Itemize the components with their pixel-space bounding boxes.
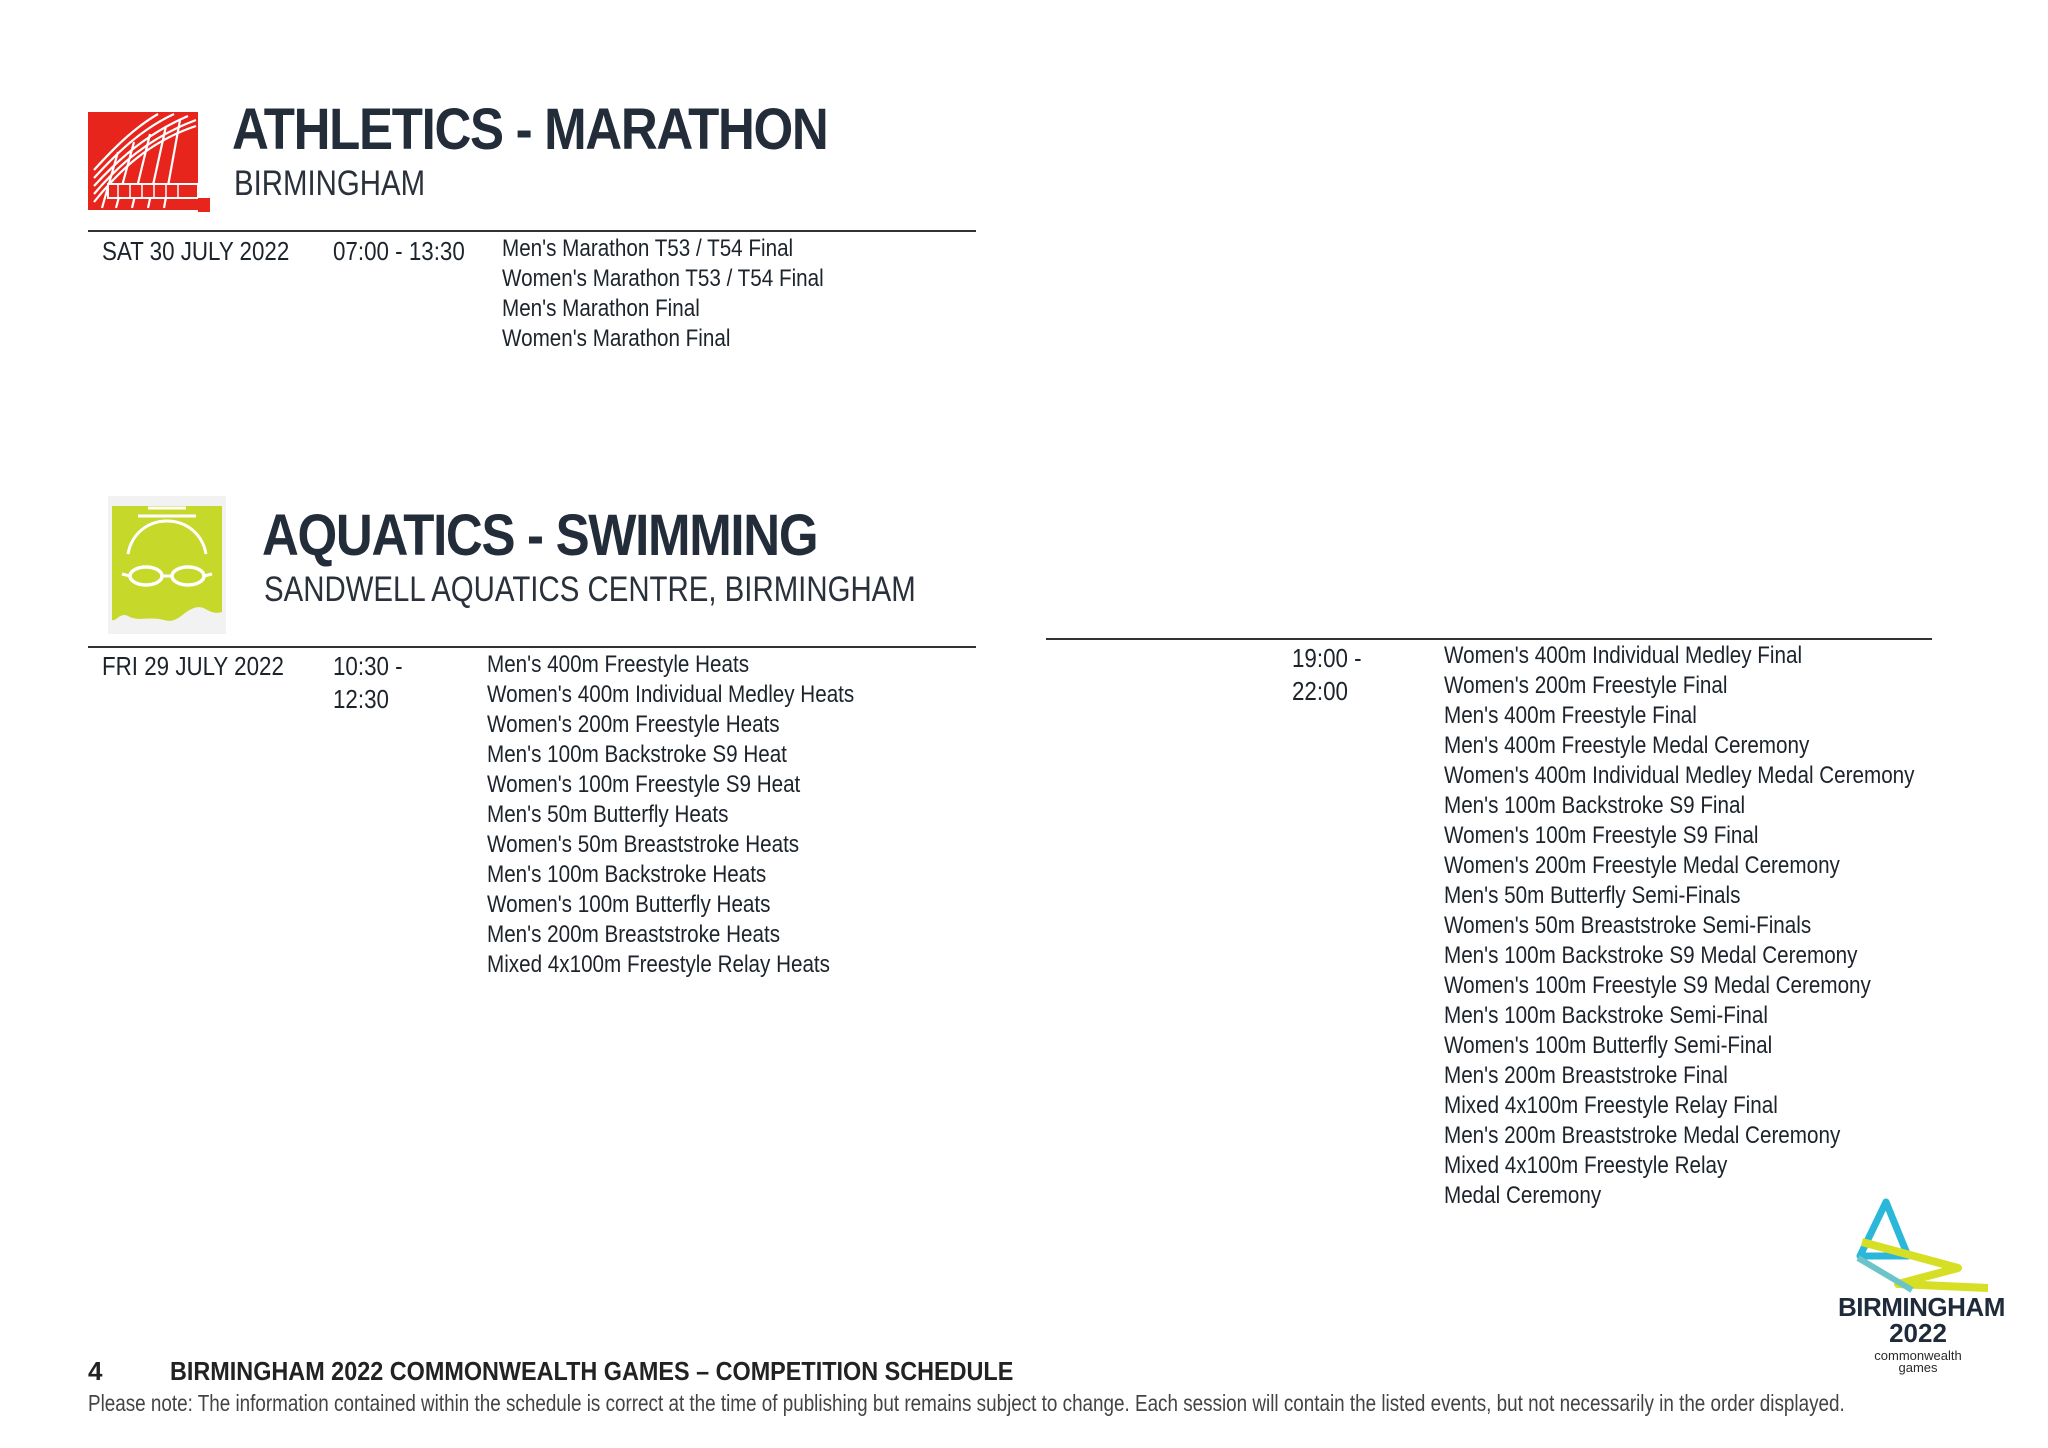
event-list	[1444, 641, 1914, 1211]
session-date: SAT 30 JULY 2022	[102, 236, 290, 266]
list-item: Men's 100m Backstroke S9 Medal Ceremony	[1444, 942, 1858, 969]
list-item: Women's 200m Freestyle Final	[1444, 672, 1728, 699]
logo-text-games-word: games	[1898, 1360, 1938, 1375]
logo-text-year: 2022	[1889, 1318, 1947, 1348]
list-item: Women's 200m Freestyle Medal Ceremony	[1444, 852, 1840, 879]
list-item: Women's 100m Freestyle S9 Final	[1444, 822, 1759, 849]
session-time: 07:00 - 13:30	[333, 236, 465, 266]
list-item: Men's 200m Breaststroke Final	[1444, 1062, 1728, 1089]
event-list	[502, 234, 824, 354]
footer-note: Please note: The information contained within the schedule is correct at the time of publishing but remains subject to change. Each session will contain the listed events, but not necessarily in the order displayed.	[88, 1390, 1845, 1416]
section-divider	[88, 646, 976, 648]
list-item: Women's 400m Individual Medley Final	[1444, 642, 1803, 669]
list-item: Men's 100m Backstroke S9 Heat	[487, 741, 787, 768]
list-item: Mixed 4x100m Freestyle Relay Heats	[487, 951, 830, 978]
list-item: Women's 100m Butterfly Semi-Final	[1444, 1032, 1773, 1059]
list-item: Men's 200m Breaststroke Medal Ceremony	[1444, 1122, 1841, 1149]
list-item: Women's 100m Freestyle S9 Heat	[487, 771, 801, 798]
athletics-track-icon	[88, 112, 210, 212]
logo-text-city: BIRMINGHAM	[1838, 1292, 2005, 1322]
list-item: Women's 200m Freestyle Heats	[487, 711, 780, 738]
list-item: Women's 400m Individual Medley Heats	[487, 681, 855, 708]
list-item: Men's 400m Freestyle Medal Ceremony	[1444, 732, 1810, 759]
session-time-end: 22:00	[1292, 676, 1348, 706]
list-item: Women's 100m Butterfly Heats	[487, 891, 771, 918]
birmingham-2022-triangle-logo-icon	[1838, 1198, 1998, 1294]
session-time	[1292, 642, 1362, 708]
list-item: Men's 100m Backstroke Heats	[487, 861, 767, 888]
event-list	[487, 650, 854, 980]
logo-text-games	[1838, 1350, 1998, 1374]
list-item: Women's 50m Breaststroke Heats	[487, 831, 800, 858]
list-item: Men's 50m Butterfly Heats	[487, 801, 729, 828]
section-divider	[1046, 638, 1932, 640]
list-item: Mixed 4x100m Freestyle Relay	[1444, 1152, 1728, 1179]
list-item: Men's Marathon T53 / T54 Final	[502, 235, 794, 262]
sport-title-athletics: ATHLETICS - MARATHON	[232, 97, 828, 162]
list-item: Men's 100m Backstroke Semi-Final	[1444, 1002, 1768, 1029]
list-item: Women's 100m Freestyle S9 Medal Ceremony	[1444, 972, 1871, 999]
list-item: Medal Ceremony	[1444, 1182, 1602, 1209]
sport-title-swimming: AQUATICS - SWIMMING	[262, 503, 818, 568]
session-time-start: 19:00 -	[1292, 643, 1362, 673]
footer-title: BIRMINGHAM 2022 COMMONWEALTH GAMES – COMPETITION SCHEDULE	[170, 1356, 1014, 1386]
list-item: Men's 400m Freestyle Final	[1444, 702, 1697, 729]
venue-athletics: BIRMINGHAM	[234, 164, 426, 203]
list-item: Women's 50m Breaststroke Semi-Finals	[1444, 912, 1812, 939]
swimmer-cap-goggles-icon	[108, 496, 226, 634]
session-time-start: 10:30 -	[333, 651, 403, 681]
list-item: Men's Marathon Final	[502, 295, 700, 322]
list-item: Men's 100m Backstroke S9 Final	[1444, 792, 1746, 819]
venue-swimming: SANDWELL AQUATICS CENTRE, BIRMINGHAM	[264, 570, 916, 609]
birmingham-2022-logo	[1838, 1198, 2005, 1375]
logo-text-commonwealth: commonwealth	[1874, 1348, 1962, 1363]
list-item: Mixed 4x100m Freestyle Relay Final	[1444, 1092, 1778, 1119]
page-number: 4	[88, 1356, 103, 1386]
list-item: Men's 50m Butterfly Semi-Finals	[1444, 882, 1741, 909]
list-item: Men's 400m Freestyle Heats	[487, 651, 750, 678]
list-item: Women's Marathon Final	[502, 325, 731, 352]
list-item: Women's 400m Individual Medley Medal Ceremony	[1444, 762, 1915, 789]
session-time	[333, 650, 403, 716]
list-item: Women's Marathon T53 / T54 Final	[502, 265, 824, 292]
section-divider	[88, 230, 976, 232]
session-time-end: 12:30	[333, 684, 389, 714]
list-item: Men's 200m Breaststroke Heats	[487, 921, 781, 948]
session-date: FRI 29 JULY 2022	[102, 651, 284, 681]
